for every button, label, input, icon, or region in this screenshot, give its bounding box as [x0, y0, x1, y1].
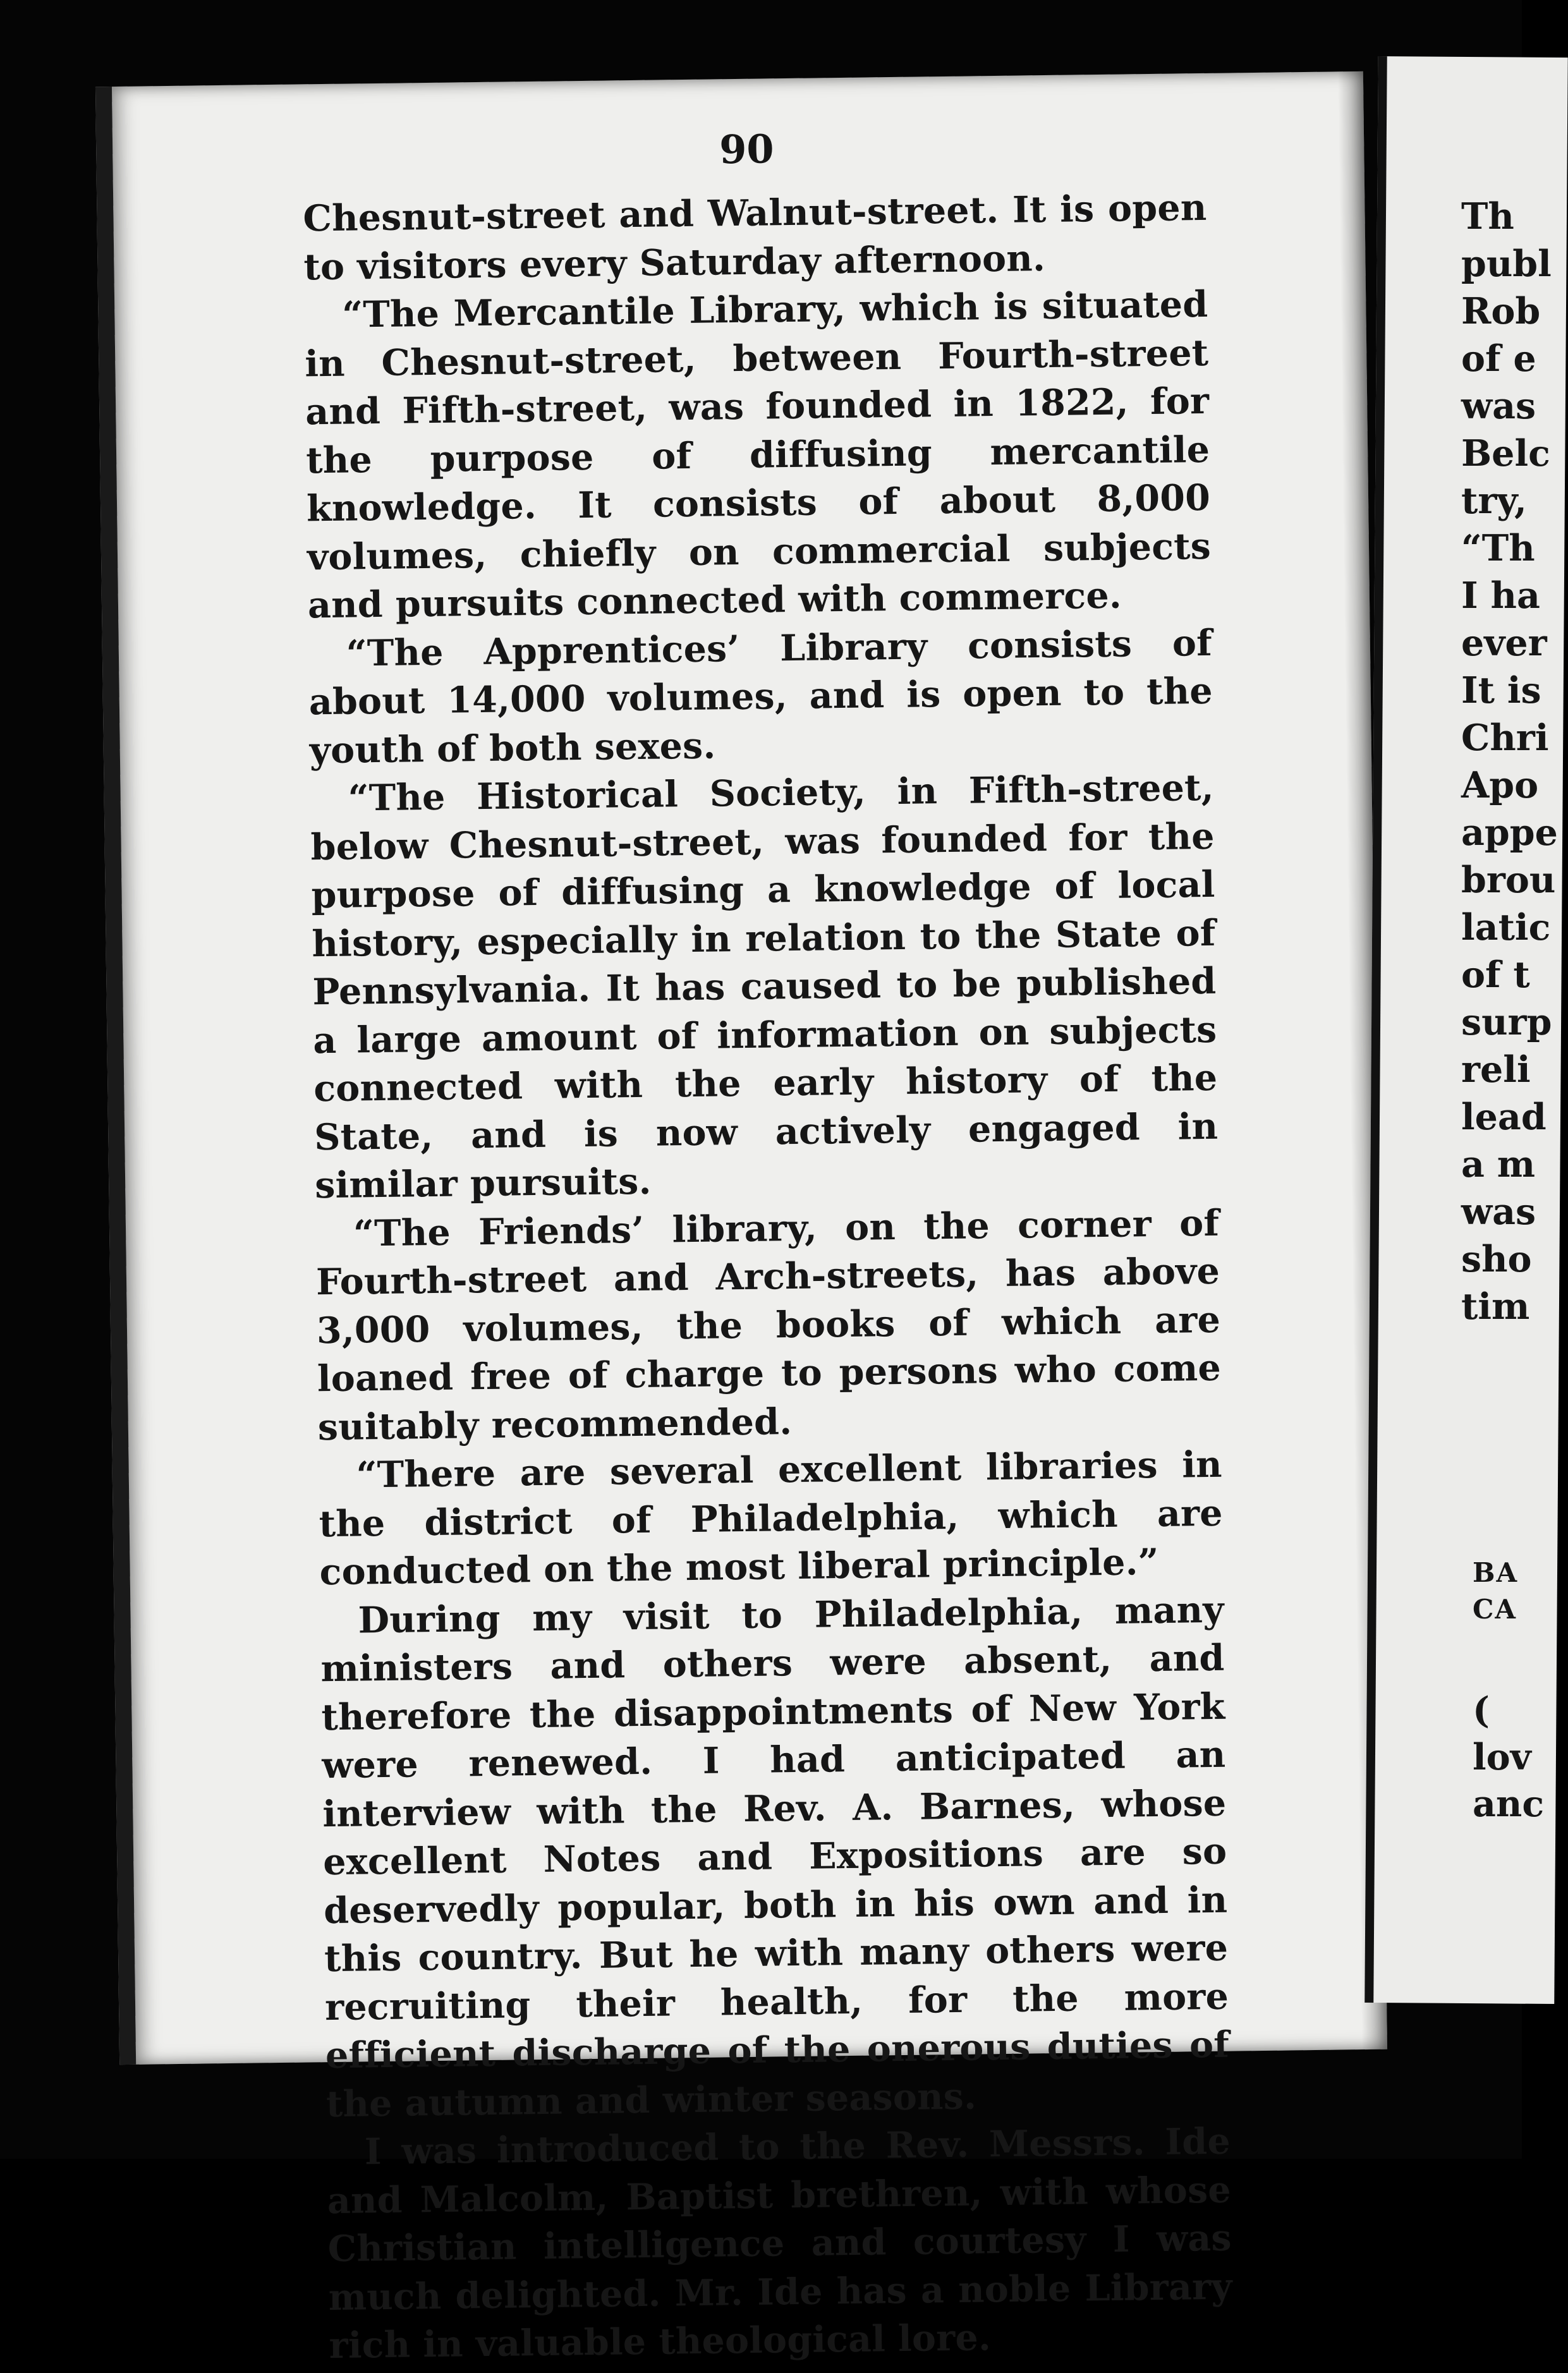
paragraph: During my visit to Philadelphia, many ministers and others were absent, and therefore the disappointments of New York were renewed. I had anticipated an interview with the Rev. A. Barnes, whose excellent Notes and Expositions are so deservedly popular, both in his own and in this country. But he with many others were recruiting their health, for the more efficient discharge of the onerous duties of the autumn and winter seasons.: [320, 1588, 1230, 2125]
right-page-heading-fragments: BA CA: [1473, 1557, 1519, 1625]
paragraph: Chesnut-street and Walnut-street. It is open to visitors every Saturday afternoon.: [303, 186, 1207, 288]
page-body: [303, 184, 1233, 2370]
paragraph: “The Friends’ library, on the corner of Fourth-street and Arch-streets, has above 3,000 volumes, the books of which are loaned free of charge to persons who come suitably recommended.: [315, 1201, 1222, 1448]
paragraph: “There are several excellent libraries in the district of Philadelphia, which are conducted on the most liberal principle.”: [319, 1443, 1224, 1594]
left-page: [95, 71, 1387, 2367]
right-page-bottom-fragments: ( lov anc: [1473, 1689, 1545, 1825]
paragraph: “The Apprentices’ Library consists of about 14,000 volumes, and is open to the youth of both sexes.: [308, 621, 1213, 772]
page-number: 90: [719, 126, 774, 173]
paragraph: I was introduced to the Rev. Messrs. Ide and Malcolm, Baptist brethren, with whose Christian intelligence and courtesy I was much delighted. Mr. Ide has a noble Library rich in valuable theological lore.: [327, 2120, 1233, 2367]
right-page-text-fragments: Th publ Rob of e was Belc try, “Th I ha ever It is Chri Apo appe brou latic of t surp reli lead a m was sho tim: [1461, 195, 1558, 1328]
paragraph: “The Mercantile Library, which is situated in Chesnut-street, between Fourth-street and Fifth-street, was founded in 1822, for the purpose of diffusing mercantile knowledge. It consists of about 8,000 volumes, chiefly on commercial subjects and pursuits connected with commerce.: [304, 282, 1212, 627]
paragraph: “The Historical Society, in Fifth-street, below Chesnut-street, was founded for the purpose of diffusing a knowledge of local history, especially in relation to the State of Pennsylvania. It has caused to be published a large amount of information on subjects connected with the early history of the State, and is now actively engaged in similar pursuits.: [310, 766, 1219, 1207]
